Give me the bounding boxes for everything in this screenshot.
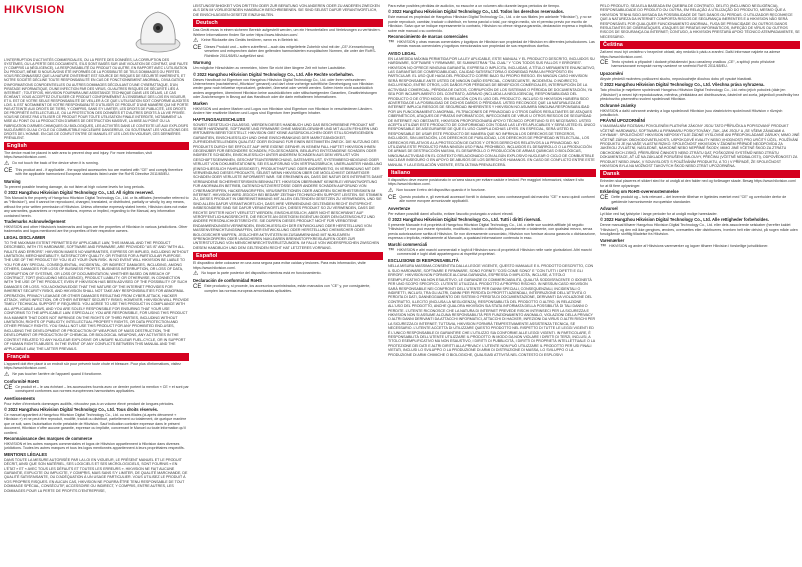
trademark-icon: ™ xyxy=(388,247,394,254)
body-paragraph: Lyt ikke ved høj lydstyrke i lange perioder for at undgå mulige høreskader. xyxy=(600,212,718,216)
language-heading: Français xyxy=(4,353,189,361)
section-subheading: Varemærker xyxy=(600,237,625,243)
body-paragraph: TO THE MAXIMUM EXTENT PERMITTED BY APPLICABLE LAW, THIS MANUAL AND THE PRODUCT DESCRIBED, WITH ITS HARDWARE, SOFTWARE AND FIRMWARE, ARE PROVIDED "AS IS" AND "WITH ALL FAULTS AND ERRORS". HIKVISION MAKES NO WARRANTIES, EXPRESS OR IMPLIED, INCLUDING WITHOUT LIMITATION, MERCHANTABILITY, SATISFACTORY QUALITY, OR FITNESS FOR A PARTICULAR PURPOSE. THE USE OF THE PRODUCT BY YOU IS AT YOUR OWN RISK. IN NO EVENT WILL HIKVISION BE LIABLE TO YOU FOR ANY SPECIAL, CONSEQUENTIAL, INCIDENTAL, OR INDIRECT DAMAGES, INCLUDING, AMONG OTHERS, DAMAGES FOR LOSS OF BUSINESS PROFITS, BUSINESS INTERRUPTION, OR LOSS OF DATA, CORRUPTION OF SYSTEMS, OR LOSS OF DOCUMENTATION, WHETHER BASED ON BREACH OF CONTRACT, TORT (INCLUDING NEGLIGENCE), PRODUCT LIABILITY, OR OTHERWISE, IN CONNECTION WITH THE USE OF THE PRODUCT, EVEN IF HIKVISION HAS BEEN ADVISED OF THE POSSIBILITY OF SUCH DAMAGES OR LOSS. YOU ACKNOWLEDGE THAT THE NATURE OF THE INTERNET PROVIDES FOR INHERENT SECURITY RISKS, AND HIKVISION SHALL NOT TAKE ANY RESPONSIBILITIES FOR ABNORMAL OPERATION, PRIVACY LEAKAGE OR OTHER DAMAGES RESULTING FROM CYBER-ATTACK, HACKER ATTACK, VIRUS INFECTION, OR OTHER INTERNET SECURITY RISKS; HOWEVER, HIKVISION WILL PROVIDE TIMELY TECHNICAL SUPPORT IF REQUIRED. YOU AGREE TO USE THIS PRODUCT IN COMPLIANCE WITH ALL APPLICABLE LAWS, AND YOU ARE SOLELY RESPONSIBLE FOR ENSURING THAT YOUR USE CONFORMS TO THE APPLICABLE LAW. ESPECIALLY, YOU ARE RESPONSIBLE, FOR USING THIS PRODUCT IN A MANNER THAT DOES NOT INFRINGE ON THE RIGHTS OF THIRD PARTIES, INCLUDING WITHOUT LIMITATION, RIGHTS OF PUBLICITY, INTELLECTUAL PROPERTY RIGHTS, OR DATA PROTECTION AND OTHER PRIVACY RIGHTS. YOU SHALL NOT USE THIS PRODUCT FOR ANY PROHIBITED END-USES, INCLUDING THE DEVELOPMENT OR PRODUCTION OF WEAPONS OF MASS DESTRUCTION, THE DEVELOPMENT OR PRODUCTION OF CHEMICAL OR BIOLOGICAL WEAPONS, ANY ACTIVITIES IN THE CONTEXT RELATED TO ANY NUCLEAR EXPLOSIVE OR UNSAFE NUCLEAR FUEL-CYCLE, OR IN SUPPORT OF HUMAN RIGHTS ABUSES. IN THE EVENT OF ANY CONFLICTS BETWEEN THIS MANUAL AND THE APPLICABLE LAW, THE LATTER PREVAILS. xyxy=(4,240,189,351)
section-subheading: Advarsel xyxy=(600,206,618,211)
warning-icon: ⚠ xyxy=(388,187,394,194)
body-paragraph: Denne manual tilhører Hangzhou Hikvision Digital Technology Co., Ltd. eller dets associerede selskaber (herefter kaldet "Hikvision"), og den må ikke gengives, ændres, oversættes eller distribueres, hverken helt eller delvist, på nogen måde uden forudgående skriftlig tilladelse fra Hikvision. xyxy=(600,223,798,237)
icon-note-text: This product and - if applicable - the supplied accessories too are marked with "CE" and comply therefore with the applicable harmonized European standards listed under the RoHS Directive 2011/65/EU. xyxy=(15,167,183,177)
body-paragraph: Pour éviter d'éventuels dommages auditifs, n'écoutez pas à un volume élevé pendant de longues périodes. xyxy=(4,401,175,406)
language-heading: English xyxy=(4,142,189,150)
language-heading: Deutsch xyxy=(193,19,383,27)
section-subheading: HAFTUNGSAUSSCHLUSS xyxy=(193,116,246,122)
column-2-content xyxy=(193,4,383,294)
body-paragraph: LEISTUNGSFÄHIGKEIT VON DRITTEN ODER ZUR BERATUNG VON ANDEREN ODER ZU ANDEREN ZWECKEN ALS DEN IM VORLIEGENDEN HANDBUCH BESCHRIEBENEN. SIE SIND SELBST DAFÜR VERANTWORTLICH, DIE EINSCHLÄGIGEN GESETZE EINZUHALTEN. xyxy=(193,4,380,17)
ce-mark-icon: CE xyxy=(600,60,609,67)
warning-icon: ⚠ xyxy=(193,38,199,45)
icon-note xyxy=(193,45,383,59)
column-4 xyxy=(600,4,800,563)
language-heading: Dansk xyxy=(600,170,800,178)
body-paragraph: This Manual is the property of Hangzhou Hikvision Digital Technology Co., Ltd. or its affiliates (hereinafter referred to as "Hikvision"), and it cannot be reproduced, changed, translated, or distributed, partially or wholly, by any means, without the prior written permission of Hikvision. Unless otherwise expressly stated herein, Hikvision does not make any warranties, guarantees or representations, express or implied, regarding to the Manual, any information contained herein. xyxy=(4,195,189,218)
section-subheading: MENTIONS LÉGALES xyxy=(4,451,48,457)
ce-mark-icon: CE xyxy=(388,194,397,201)
icon-note xyxy=(388,188,596,194)
section-subheading: © 2022 Hangzhou Hikvision Digital Technology Co., Ltd. Todos los derechos reservados. xyxy=(388,9,565,15)
language-heading: Italiano xyxy=(388,169,596,177)
section-subheading: © 2022 Hangzhou Hikvision Digital Technology Co., Ltd. Alle rettigheder forbeholdes. xyxy=(600,217,769,223)
icon-note xyxy=(193,284,383,294)
icon-note-text: Ne pas toucher l'arrière de l'appareil quand il fonctionne. xyxy=(12,371,103,376)
body-paragraph: To prevent possible hearing damage, do not listen at high volume levels for long periods. xyxy=(4,184,145,189)
icon-note xyxy=(4,161,189,167)
section-subheading: Ochranné známky xyxy=(600,102,637,108)
ce-mark-icon: CE xyxy=(4,384,13,391)
column-1-content xyxy=(4,58,189,493)
device-image xyxy=(127,4,189,56)
icon-note-text: HIKVISION e altri marchi commerciali e loghi di Hikvision sono di proprietà di Hikvision nelle varie giurisdizioni. Altri marchi commerciali e loghi citati appartengono ai rispettivi proprietari. xyxy=(397,247,592,257)
body-paragraph: Per evitare possibili danni all'udito, evitare l'ascolto prolungato a volumi elevati. xyxy=(388,211,514,216)
body-paragraph: Zařízení musí být umístěno v bezpečné oblasti, aby nedošlo k pádu a zranění. Další informace najdete na adrese https://www.hikvision.com/. xyxy=(600,50,781,59)
icon-note-text: Questo prodotto e, gli eventuali accessori forniti in dotazione, sono contrassegnati dal marchio "CE" e sono quindi conformi alle norme europee armonizzate applicabili. xyxy=(399,194,595,204)
body-paragraph: The device must be placed in safe area to prevent drop and injury. For more information, visit https://www.hikvision.com/. xyxy=(4,150,152,160)
section-subheading: AVISO LEGAL xyxy=(388,50,417,56)
icon-note xyxy=(388,248,596,258)
icon-note-text: HIKVISION y otras marcas comerciales y logotipos de Hikvision son propiedad de Hikvision en diferentes jurisdicciones. Las demás marcas comerciales y logotipos mencionados son propiedad de sus respectivos dueños. xyxy=(397,40,595,49)
icon-note xyxy=(4,385,189,395)
section-subheading: Marchi commerciali xyxy=(388,241,428,247)
section-subheading: ESCLUSIONE DI RESPONSABILITÀ xyxy=(388,258,459,264)
body-paragraph: L'appareil doit être placé à un endroit sûr pour prévenir toute chute et blessure. Pour plus d'informations, visitez https://www.hikvision.com/. xyxy=(4,361,181,371)
icon-note xyxy=(4,168,189,178)
section-subheading: © 2022 Hangzhou Hikvision Digital Technology Co., Ltd. Všechna práva vyhrazena. xyxy=(600,82,765,88)
icon-note xyxy=(600,60,800,70)
body-paragraph: Il presente Manuale è di proprietà di Hangzhou Hikvision Digital Technology Co., Ltd. o delle sue società affiliate (di seguito "Hikvision") e non può essere riprodotto, modificato, tradotto o distribuito, parzialmente o totalmente, con qualsiasi mezzo, senza previa autorizzazione scritta di Hikvision. Se non diversamente concordato, Hikvision non fornisce alcuna garanzia o dichiarazione, espressa o implicita, relativamente al Manuale, a qualsiasi informazione contenuta in esso. xyxy=(388,223,596,241)
section-subheading: Marken xyxy=(193,100,208,106)
section-subheading: Reconnaissance des marques de commerce xyxy=(4,435,93,441)
language-heading: Čeština xyxy=(600,41,800,49)
section-subheading: Erklæring om RoHS-overensstemmelse xyxy=(600,189,679,195)
warning-icon: ⚠ xyxy=(4,160,10,167)
body-paragraph: HIKVISION et les autres marques commerciales et logos de Hikvision appartiennent à Hikvision dans diverses juridictions. Toutes les autres marques et tous les logos mentionnés appartiennent à leurs propriétaires respectifs. xyxy=(4,441,185,451)
icon-note-text: No toque la parte posterior del dispositivo mientras está en funcionamiento. xyxy=(201,271,322,276)
body-paragraph: HIKVISION and other Hikvision's trademarks and logos are the properties of Hikvision in various jurisdictions. Other trademarks and logos mentioned are the properties of their respective owners. xyxy=(4,224,188,234)
ce-mark-icon: CE xyxy=(4,167,13,174)
body-paragraph: Para evitar posibles pérdidas de audición, no escuche a un volumen alto durante largos periodos de tiempo. xyxy=(388,4,561,8)
section-subheading: LEGAL DISCLAIMER xyxy=(4,234,46,240)
icon-note-text: Este producto y, si procede, los accesorios suministrados, están marcados con "CE" y, por consiguiente, cumplen las normas europeas armonizadas aplicables. xyxy=(204,284,371,293)
column-2 xyxy=(193,4,383,563)
body-paragraph: Enheden skal placeres et sikkert sted for at undgå at den falder ned og forårsager skade. Besøg https://www.hikvision.com/ for at få flere oplysninger. xyxy=(600,179,796,188)
column-4-content xyxy=(600,4,800,250)
section-subheading: Upozornění xyxy=(600,70,624,76)
ce-mark-icon: CE xyxy=(193,45,202,52)
icon-note xyxy=(4,372,189,378)
warning-icon: ⚠ xyxy=(4,371,10,378)
icon-note-text: Dieses Produkt und – sofern zutreffend – auch das mitgelieferte Zubehör sind mit der „CE“-Kennzeichnung versehen und entsprechen daher den geltenden harmonisierten europäischen Normen, die unter der RoHS-Richtlinie 2011/65/EU aufgeführt sind. xyxy=(204,45,376,58)
icon-note-text: HIKVISION og andre af Hikvisions varemærker og logoer tilhører Hikvision i forskellige jurisdiktioner. xyxy=(609,243,769,248)
section-subheading: © 2022 Hangzhou Hikvision Digital Technology Co., Ltd. Alle Rechte vorbehalten. xyxy=(193,71,354,77)
column-3-content xyxy=(388,4,596,357)
hikvision-logo: HIKVISION xyxy=(4,4,65,16)
icon-note xyxy=(193,38,383,44)
language-heading: Español xyxy=(193,252,383,260)
section-subheading: © 2022 Hangzhou Hikvision Digital Technology Co., Ltd. Tous droits réservés. xyxy=(4,406,159,412)
body-paragraph: Este manual es propiedad de Hangzhou Hikvision Digital Technology Co., Ltd. o de sus filiales (en adelante "Hikvision"), y no se puede reproducir, cambiar, traducir o distribuir, en forma parcial o total, por ningún medio, sin el permiso previo por escrito de Hikvision. Salvo que se indique expresamente lo contrario, Hikvision no ofrece ninguna garantía, declaración expresa o implícita, sobre este manual o su contenido. xyxy=(388,15,593,33)
icon-note-text: Tento výrobek a případně i dodané příslušenství jsou označeny značkou „CE“, a splňují proto příslušné harmonizované evropské normy uvedené ve směrnici RoHS 2011/65/EU. xyxy=(611,60,775,69)
ce-mark-icon: CE xyxy=(600,195,609,202)
body-paragraph: HIKVISION und andere Marken und Logos von Hikvision sind Eigentum von Hikvision in verschiedenen Ländern. Andere hier erwähnte Marken und Logos sind Eigentum ihrer jeweiligen Inhaber. xyxy=(193,106,373,116)
icon-note-text: Do not touch the back of the device when it is running. xyxy=(12,160,99,165)
icon-note-text: Keine Rückseite des Geräts berühren, wenn es in Betrieb ist. xyxy=(201,38,299,43)
body-paragraph: Das Gerät muss in einem sicheren Bereich aufgestellt werden, um ein Herunterfallen und Verletzungen zu verhindern. Weitere Informationen finden Sie unter https://www.hikvision.com/. xyxy=(193,28,381,37)
body-paragraph: Tato příručka je majetkem společnosti Hangzhou Hikvision Digital Technology Co., Ltd. nebo jejích poboček (dále jen „Hikvision“) a nesmí být reprodukována, měněna, překládána ani distribuována, částečně ani zcela, jakýmikoli prostředky bez předchozího písemného svolení společnosti Hikvision. xyxy=(600,88,800,102)
icon-note-text: Non toccare il retro del dispositivo quando è in funzione. xyxy=(396,187,486,192)
icon-note xyxy=(388,40,596,50)
continued-paragraph: L'INTERRUPTION D'ACTIVITÉS COMMERCIALES, OU LA PERTE DES DONNÉES, LA CORRUPTION DES SYSTÈMES, OU LA PERTE DES DOCUMENTS, S'ILS SONT BASÉS SUR UNE VIOLATION DE CONTRAT, UNE FAUTE (Y COMPRIS LA NÉGLIGENCE), LA RESPONSABILITÉ DU PRODUIT OU AUTRE, EN RAPPORT AVEC L'UTILISATION DU PRODUIT, MÊME SI NOUS AVONS ÉTÉ INFORMÉS DE LA POSSIBILITÉ DE TELS DOMMAGES OU PERTES. VOUS RECONNAISSEZ QUE LA NATURE D'INTERNET EST SOURCE DE RISQUES DE SÉCURITÉ INHÉRENTS, ET NOTRE SOCIÉTÉ DÉCLINE TOUTE RESPONSABILITÉ EN CAS DE FONCTIONNEMENT ANORMAL, DIVULGATION D'INFORMATIONS CONFIDENTIELLES OU AUTRES DOMMAGES DÉCOULANT D'UNE CYBERATTAQUE, D'UN PIRATAGE INFORMATIQUE, D'UNE INFECTION PAR DES VIRUS, OU AUTRES RISQUES DE SÉCURITÉ LIÉS À INTERNET ; TOUTEFOIS, HIKVISION FOURNIRA UNE ASSISTANCE TECHNIQUE DANS LES DÉLAIS, LE CAS ÉCHÉANT. VOUS ACCEPTEZ D'UTILISER CE PRODUIT CONFORMÉMENT À L'ENSEMBLE DES LOIS EN VIGUEUR, ET IL EST DE VOTRE SEULE RESPONSABILITÉ DE VEILLER À CE QUE L'UTILISATION SOIT CONFORME AUXDITES LOIS. IL EST NOTAMMENT DE VOTRE RESPONSABILITÉ D'UTILISER CE PRODUIT D'UNE MANIÈRE QUI NE PORTE PAS ATTEINTE AUX DROITS DE TIERS, Y COMPRIS, SANS S'Y LIMITER, LES DROITS DE PUBLICITÉ, LES DROITS DE PROPRIÉTÉ INTELLECTUELLE, OU LA PROTECTION DES DONNÉES ET D'AUTRES DROITS À LA VIE PRIVÉE. VOUS NE DEVEZ PAS UTILISER CE PRODUIT POUR TOUTE UTILISATION FINALE INTERDITE, NOTAMMENT LA MISE AU POINT OU LA PRODUCTION D'ARMES DE DESTRUCTION MASSIVE, LA MISE AU POINT OU LA FABRICATION D'ARMES CHIMIQUES OU BIOLOGIQUES, LES ACTIVITÉS DANS LE CONTEXTE LIÉ AUX EXPLOSIFS NUCLÉAIRES OU AU CYCLE DU COMBUSTIBLE NUCLÉAIRE DANGEREUX, OU SOUTENANT LES VIOLATIONS DES DROITS DE L'HOMME. EN CAS DE CONFLIT ENTRE CE MANUEL ET LES LOIS EN VIGUEUR, CES DERNIÈRES PRÉVALENT. xyxy=(4,58,189,140)
icon-note xyxy=(388,195,596,205)
header-row xyxy=(4,4,189,58)
section-subheading: © 2022 Hangzhou Hikvision Digital Technology Co., Ltd. All rights reserved. xyxy=(4,189,154,195)
section-subheading: © 2022 Hangzhou Hikvision Digital Technology Co., Ltd. Tutti i diritti riservati. xyxy=(388,217,542,223)
column-3 xyxy=(388,4,596,563)
column-1 xyxy=(4,4,189,563)
warning-icon: ⚠ xyxy=(193,271,199,278)
section-subheading: Declaración de conformidad RoHS xyxy=(193,278,262,284)
body-paragraph: SOWEIT GESETZLICH ZULÄSSIG, WERDEN DIESES HANDBUCH UND DAS BESCHRIEBENE PRODUKT MIT SEINER HARDWARE, SOFTWARE UND FIRMWARE OHNE MÄNGELGEWÄHR UND MIT ALLEN FEHLERN UND IRRTÜMERN BEREITGESTELLT. HIKVISION GIBT KEINE AUSDRÜCKLICHEN ODER STILLSCHWEIGENDEN GARANTIEN, EINSCHLIESSLICH UND OHNE EINSCHRÄNKUNG DER MARKTGÄNGIGKEIT, ZUFRIEDENSTELLENDEN QUALITÄT ODER EIGNUNG FÜR EINEN BESTIMMTEN ZWECK. DIE NUTZUNG DES PRODUKTS DURCH SIE ERFOLGT AUF IHRE EIGENE GEFAHR. IN KEINEM FALL HAFTET HIKVISION IHNEN GEGENÜBER FÜR BESONDERE SCHÄDEN, FOLGESCHÄDEN, BEILÄUFIG ENTSTANDENE SCHÄDEN ODER INDIREKTE SCHÄDEN, EINSCHLIESSLICH UNTER ANDEREM SCHÄDEN AUS DEM VERLUST VON GESCHÄFTSGEWINNEN, GESCHÄFTSUNTERBRECHUNG, DATENVERLUST, SYSTEMBESCHÄDIGUNG ODER VERLUST VON DOKUMENTATIONEN, SEI ES AUFGRUND VON VERTRAGSBRUCH, UNERLAUBTER HANDLUNG (EINSCHLIESSLICH FAHRLÄSSIGKEIT), PRODUKTHAFTUNG ODER ANDERWEITIG, IN VERBINDUNG MIT DER VERWENDUNG DIESES PRODUKTS, SELBST WENN HIKVISION ÜBER DIE MÖGLICHKEIT DERARTIGER SCHÄDEN ODER VERLUSTE INFORMIERT WAR. SIE ERKENNEN AN, DASS DIE NATUR DES INTERNETS DAMIT VERBUNDENE SICHERHEITSRISIKEN BEINHALTET. HIKVISION ÜBERNIMMT KEINERLEI VERANTWORTUNG FÜR ANORMALEN BETRIEB, DATENSCHUTZVERSTÖSSE ODER ANDERE SCHÄDEN AUFGRUND VON CYBERANGRIFFEN, HACKERANGRIFFEN, VIRUSINFEKTIONEN ODER ANDEREN SICHERHEITSRISIKEN IM INTERNET. HIKVISION WIRD JEDOCH BEI BEDARF ZEITNAH TECHNISCHEN SUPPORT LEISTEN. SIE STIMMEN ZU, DIESES PRODUKT IN ÜBEREINSTIMMUNG MIT ALLEN GELTENDEN GESETZEN ZU VERWENDEN, UND SIE SIND ALLEIN DAFÜR VERANTWORTLICH, DASS IHRE VERWENDUNG GELTENDEM RECHT ENTSPRICHT. INSBESONDERE SIND SIE DAFÜR VERANTWORTLICH, DIESES PRODUKT SO ZU VERWENDEN, DASS DIE RECHTE DRITTER NICHT VERLETZT WERDEN, EINSCHLIESSLICH, ABER NICHT BESCHRÄNKT AUF VERÖFFENTLICHUNGSRECHTE, DIE RECHTE AN GEISTIGEM EIGENTUM ODER DEN DATENSCHUTZ UND ANDERE PERSÖNLICHKEITSRECHTE. SIE DÜRFEN DIESES PRODUKT NICHT FÜR VERBOTENE ENDANWENDUNGEN VERWENDEN, EINSCHLIESSLICH DER ENTWICKLUNG ODER HERSTELLUNG VON MASSENVERNICHTUNGSWAFFEN, DER ENTWICKLUNG ODER HERSTELLUNG CHEMISCHER ODER BIOLOGISCHER WAFFEN, JEGLICHER AKTIVITÄTEN IM ZUSAMMENHANG MIT NUKLEAREN SPRENGKÖRPERN ODER UNSICHEREN NUKLEAREN BRENNSTOFFKREISLÄUFEN ODER ZUR UNTERSTÜTZUNG VON MENSCHENRECHTSVERLETZUNGEN. IM FALLE VON WIDERSPRÜCHEN ZWISCHEN DIESEM HANDBUCH UND DEM GELTENDEN RECHT HAT LETZTERES VORRANG. xyxy=(193,122,383,250)
ce-mark-icon: CE xyxy=(193,284,202,291)
section-subheading: PRÁVNÍ UPOZORNĚNÍ xyxy=(600,118,645,124)
section-subheading: Avertissements xyxy=(4,395,36,401)
icon-note xyxy=(193,271,383,277)
body-paragraph: DANS TOUTE LA MESURE AUTORISÉE PAR LA LOI EN VIGUEUR, LE PRÉSENT MANUEL ET LE PRODUIT DÉCRIT, AINSI QUE SON MATÉRIEL, SES LOGICIELS ET SES MICROLOGICIELS, SONT FOURNIS « EN L'ÉTAT » ET « AVEC TOUS LES DÉFAUTS ET TOUTES LES ERREURS ». HIKVISION NE FAIT AUCUNE GARANTIE, EXPLICITE OU IMPLICITE, Y COMPRIS, MAIS SANS S'Y LIMITER, DE QUALITÉ MARCHANDE, DE QUALITÉ SATISFAISANTE, OU D'ADÉQUATION À UN USAGE PARTICULIER. VOUS UTILISEZ LE PRODUIT À VOS PROPRES RISQUES. EN AUCUN CAS, HIKVISION NE POURRA ÊTRE TENU RESPONSABLE DE TOUT DOMMAGE SPÉCIAL, CONSÉCUTIF, ACCESSOIRE OU INDIRECT, Y COMPRIS, ENTRE AUTRES, LES DOMMAGES POUR LA PERTE DE PROFITS D'ENTREPRISE, xyxy=(4,457,188,493)
body-paragraph: Um mögliche Hörschäden zu vermeiden, hören Sie nicht über längere Zeit mit hoher Lautstärke. xyxy=(193,66,346,71)
body-paragraph: Il dispositivo deve essere posizionato in un'area sicura per evitare cadute e lesioni. Per maggiori informazioni, visitare il sito https://www.hikvision.com/. xyxy=(388,178,584,187)
body-paragraph: V MAXIMÁLNÍM ROZSAHU POVOLENÉM PLATNÝMI ZÁKONY JSOU TATO PŘÍRUČKA A POPISOVANÝ PRODUKT VČETNĚ HARDWARU, SOFTWARU A FIRMWARU POSKYTOVÁNY „TAK, JAK JSOU“ A „SE VŠEMI ZÁVADAMI A CHYBAMI“. SPOLEČNOST HIKVISION NEPOSKYTUJE ŽÁDNÉ VÝSLOVNÉ ANI PŘEDPOKLÁDANÉ ZÁRUKY, MIMO JINÉ VČETNĚ ZÁRUK OBCHODOVATELNOSTI, USPOKOJIVÉ KVALITY NEBO VHODNOSTI PRO URČITÝ ÚČEL. POUŽÍVÁNÍ PRODUKTU JE NA VAŠE VLASTNÍ RIZIKO. SPOLEČNOST HIKVISION V ŽÁDNÉM PŘÍPADĚ NEODPOVÍDÁ ZA JAKÉKOLI ZVLÁŠTNÍ, NÁSLEDNÉ, NÁHODNÉ NEBO NEPŘÍMÉ ŠKODY, MIMO JINÉ VČETNĚ ŠKOD ZA ZTRÁTU OBCHODNÍCH ZISKŮ, PŘERUŠENÍ ČINNOSTI NEBO ZTRÁTU DAT, POŠKOZENÍ SYSTÉMŮ NEBO ZTRÁTU DOKUMENTACE, AŤ UŽ NA ZÁKLADĚ PORUŠENÍ SMLOUVY, PŘEČINU (VČETNĚ NEDBALOSTI), ODPOVĚDNOSTI ZA PRODUKT NEBO JINAK, V SOUVISLOSTI S POUŽÍVÁNÍM PRODUKTU, A TO I V PŘÍPADĚ, ŽE SPOLEČNOST HIKVISION BYLA NA MOŽNOST TAKOVÝCH ŠKOD NEBO ZTRÁT UPOZORNĚNA. xyxy=(600,124,800,168)
section-subheading: Warnung xyxy=(193,60,211,66)
section-subheading: Warning xyxy=(4,178,21,184)
icon-note xyxy=(600,244,800,250)
section-subheading: Trademarks Acknowledgement xyxy=(4,218,66,224)
body-paragraph: HIKVISION a další ochranné známky a loga společnosti Hikvision jsou vlastnictvím společnosti Hikvision v různých jurisdikcích. xyxy=(600,108,783,117)
icon-note xyxy=(600,195,800,205)
icon-note-text: Ce produit et – le cas échéant – les accessoires fournis avec ce dernier portent la mention « CE » et sont par conséquent conformes aux normes européennes harmonisées applicables. xyxy=(15,384,189,394)
icon-note-text: Dette produkt og – hvis relevant – det leverede tilbehør er ligeledes mærket med "CE" og overholder derfor de gældende harmoniserede europæiske standarder. xyxy=(611,195,787,204)
section-subheading: Avvertenze xyxy=(388,205,411,211)
body-paragraph: Ce manuel appartient à Hangzhou Hikvision Digital Technology Co., Ltd. ou ses filiales (ci-après dénommé « Hikvision ») et ne peut être reproduit, modifié, traduit ou distribué, partiellement ou totalement, de quelque manière que ce soit, sans l'autorisation écrite préalable de Hikvision. Sauf indication contraire expresse dans le présent document, Hikvision n'offre aucune garantie, expresse ou implicite, concernant le Manuel ou toute information qu'il contient. xyxy=(4,412,187,435)
trademark-icon: ™ xyxy=(388,40,394,47)
body-paragraph: Abyste předešli možnému poškození sluchu, neposlouchejte dlouhou dobu při vysoké hlasitosti. xyxy=(600,76,753,81)
body-paragraph: El dispositivo debe colocarse en una zona segura para evitar caídas y lesiones. Para más información, visite https://www.hikvision.com/. xyxy=(193,261,366,270)
body-paragraph: EN LA MEDIDA MÁXIMA PERMITIDA POR LA LEY APLICABLE, ESTE MANUAL Y EL PRODUCTO DESCRITO, INCLUIDOS SU HARDWARE, SOFTWARE Y FIRMWARE, SE SUMINISTRAN "TAL CUAL" Y "CON TODOS SUS FALLOS Y ERRORES". HIKVISION NO OFRECE NINGUNA GARANTÍA, EXPRESA O IMPLÍCITA, INCLUIDAS, A TÍTULO MERAMENTE ENUNCIATIVO, LAS GARANTÍAS DE COMERCIABILIDAD, CALIDAD SATISFACTORIA O IDONEIDAD PARA UN PROPÓSITO EN PARTICULAR. EL USO QUE HAGA DEL PRODUCTO CORRE BAJO SU PROPIO RIESGO. EN NINGÚN CASO HIKVISION SERÁ RESPONSABLE ANTE USTED DE NINGÚN DAÑO ESPECIAL, CONSECUENTE, INCIDENTAL O INDIRECTO, INCLUYENDO, ENTRE OTROS, LOS DAÑOS POR PÉRDIDAS DE BENEFICIOS COMERCIALES, INTERRUPCIÓN DE LA ACTIVIDAD COMERCIAL, PÉRDIDA DE DATOS, CORRUPCIÓN DE LOS SISTEMAS O PÉRDIDA DE DOCUMENTACIÓN, YA SEA POR INCUMPLIMIENTO DEL CONTRATO, AGRAVIO (INCLUIDA LA NEGLIGENCIA), RESPONSABILIDAD DEL PRODUCTO O DE OTRO MODO, EN RELACIÓN CON EL USO DEL PRODUCTO, INCLUSO SI HIKVISION HUBIERA SIDO ADVERTIDA DE LA POSIBILIDAD DE DICHOS DAÑOS O PÉRDIDAS. USTED RECONOCE QUE LA NATURALEZA DE INTERNET IMPLICA RIESGOS DE SEGURIDAD INHERENTES Y HIKVISION NO ASUMIRÁ NINGUNA RESPONSABILIDAD POR UN FUNCIONAMIENTO ANORMAL, FILTRACIONES DE PRIVACIDAD U OTROS DAÑOS RESULTANTES DE ATAQUES CIBERNÉTICOS, ATAQUES DE PIRATAS INFORMÁTICOS, INFECCIONES DE VIRUS U OTROS RIESGOS DE SEGURIDAD DE INTERNET; NO OBSTANTE, HIKVISION PROPORCIONARÁ APOYO TÉCNICO OPORTUNO SI ES NECESARIO. USTED ACEPTA UTILIZAR ESTE PRODUCTO DE CONFORMIDAD CON TODAS LAS LEYES APLICABLES Y SERÁ USTED EL ÚNICO RESPONSABLE DE ASEGURARSE DE QUE EL USO CUMPLA DICHAS LEYES. EN ESPECIAL, SERÁ USTED EL RESPONSABLE DE USAR ESTE PRODUCTO DE MANERA QUE NO INFRINJA LOS DERECHOS DE TERCEROS, INCLUIDOS, SIN LIMITACIÓN, LOS DERECHOS DE PUBLICIDAD, LOS DERECHOS DE PROPIEDAD INTELECTUAL, LOS DERECHOS RELATIVOS A LA PROTECCIÓN DE DATOS Y OTROS DERECHOS RELATIVOS A LA PRIVACIDAD. NO UTILIZARÁ ESTE PRODUCTO PARA NINGÚN USO FINAL PROHIBIDO, INCLUIDOS EL DESARROLLO O LA PRODUCCIÓN DE ARMAS DE DESTRUCCIÓN MASIVA, EL DESARROLLO O PRODUCCIÓN DE ARMAS QUÍMICAS O BIOLÓGICAS, NINGUNA ACTIVIDAD EN EL CONTEXTO RELACIONADO CON ALGÚN EXPLOSIVO NUCLEAR O CICLO DE COMBUSTIBLE NUCLEAR INSEGURO O EN APOYO DE ABUSOS DE LOS DERECHOS HUMANOS. EN CASO DE CONFLICTO ENTRE ESTE MANUAL Y LA LEGISLACIÓN VIGENTE, ESTA ÚLTIMA PREVALECERÁ. xyxy=(388,56,596,167)
body-paragraph: Dieses Handbuch ist Eigentum von Hangzhou Hikvision Digital Technology Co., Ltd. oder ihren verbundenen Unternehmen (nachstehend „Hikvision“ genannt) und darf ohne vorherige schriftliche Genehmigung von Hikvision weder ganz noch teilweise reproduziert, geändert, übersetzt oder verteilt werden. Sofern hierin nicht ausdrücklich anders angegeben, übernimmt Hikvision keine ausdrücklichen oder stillschweigenden Garantien, Gewährleistungen oder Zusicherungen in Bezug auf das Handbuch oder die darin enthaltenen Informationen. xyxy=(193,77,377,100)
trademark-icon: ™ xyxy=(600,243,606,250)
section-subheading: Conformité RoHS xyxy=(4,378,39,384)
section-subheading: Reconocimiento de marcas comerciales xyxy=(388,34,468,40)
body-paragraph: NELLA MISURA MASSIMA CONSENTITA DALLA LEGGE VIGENTE, QUESTO MANUALE E IL PRODOTTO DESCRITTO, CON IL SUO HARDWARE, SOFTWARE E FIRMWARE, SONO FORNITI "COSÌ COME SONO" E "CON TUTTI I DIFETTI E GLI ERRORI". HIKVISION NON FORNISCE ALCUNA GARANZIA, ESPRESSA O IMPLICITA, INCLUSE, A TITOLO ESEMPLIFICATIVO MA NON ESAUSTIVO, LE GARANZIE DI COMMERCIABILITÀ, QUALITÀ SODDISFACENTE O IDONEITÀ PER UNO SCOPO SPECIFICO. L'UTENTE UTILIZZA IL PRODOTTO A PROPRIO RISCHIO. IN NESSUN CASO HIKVISION SARÀ RESPONSABILE NEI CONFRONTI DELL'UTENTE PER DANNI SPECIALI, CONSEQUENZIALI, INCIDENTALI O INDIRETTI, INCLUSI, TRA GLI ALTRI, DANNI PER PERDITA DI PROFITTI AZIENDALI, INTERRUZIONE DELL'ATTIVITÀ O PERDITA DI DATI, DANNEGGIAMENTO DEI SISTEMI O PERDITA DI DOCUMENTAZIONE, DERIVANTI DA VIOLAZIONE DEL CONTRATTO, ILLECITO (INCLUSA LA NEGLIGENZA), RESPONSABILITÀ DEL PRODOTTO O ALTRO, IN RELAZIONE ALL'USO DEL PRODOTTO, ANCHE QUALORA HIKVISION SIA STATA INFORMATA DELLA POSSIBILITÀ DI TALI DANNI O PERDITE. L'UTENTE RICONOSCE CHE LA NATURA DI INTERNET PREVEDE RISCHI INTRINSECI PER LA SICUREZZA E HIKVISION NON SI ASSUME ALCUNA RESPONSABILITÀ PER FUNZIONAMENTO ANOMALO, VIOLAZIONI DELLA PRIVACY O ALTRI DANNI DERIVANTI DA ATTACCHI INFORMATICI, ATTACCHI DI HACKER, INFEZIONI DA VIRUS O ALTRI RISCHI PER LA SICUREZZA DI INTERNET; TUTTAVIA, HIKVISION FORNIRÀ TEMPESTIVAMENTE ASSISTENZA TECNICA, SE NECESSARIO. L'UTENTE ACCETTA DI UTILIZZARE QUESTO PRODOTTO NEL RISPETTO DI TUTTE LE LEGGI VIGENTI ED È L'UNICO RESPONSABILE DI GARANTIRE CHE L'UTILIZZO SIA CONFORME ALLE LEGGI VIGENTI. IN PARTICOLARE, È RESPONSABILITÀ DELL'UTENTE UTILIZZARE IL PRODOTTO IN MODO DA NON VIOLARE I DIRITTI DI TERZI, INCLUSI, A TITOLO ESEMPLIFICATIVO MA NON ESAUSTIVO, I DIRITTI DI PUBBLICITÀ, I DIRITTI DI PROPRIETÀ INTELLETTUALE O LA PROTEZIONE DEI DATI E ALTRI DIRITTI ALLA PRIVACY. L'UTENTE NON PUÒ UTILIZZARE IL PRODOTTO PER USI FINALI VIETATI, INCLUSI LO SVILUPPO O LA PRODUZIONE DI ARMI DI DISTRUZIONE DI MASSA, LO SVILUPPO O LA PRODUZIONE DI ARMI CHIMICHE O BIOLOGICHE, QUALSIASI ATTIVITÀ NEL CONTESTO DI ESPLOSIVI xyxy=(388,264,596,357)
body-paragraph: PELO PRODUTO, SEJA ELA BASEADA EM QUEBRA DE CONTRATO, DELITO (INCLUINDO NEGLIGÊNCIA), RESPONSABILIDADE DO PRODUTO OU OUTRA, EM RELAÇÃO À UTILIZAÇÃO DO PRODUTO, MESMO QUE A HIKVISION TENHA SIDO AVISADA DA POSSIBILIDADE DE TAIS DANOS OU PERDAS. O UTILIZADOR RECONHECE QUE A NATUREZA DA INTERNET COMPORTA RISCOS DE SEGURANÇA INERENTES E A HIKVISION NÃO SERÁ RESPONSÁVEL POR QUALQUER FUNCIONAMENTO ANORMAL, FUGA DE PRIVACIDADE OU OUTROS DANOS RESULTANTES DE CIBERATAQUES, ATAQUES DE PIRATAS INFORMÁTICOS, INFEÇÃO DE VÍRUS OU OUTROS RISCOS DE SEGURANÇA DA INTERNET; CONTUDO, A HIKVISION PRESTARÁ APOIO TÉCNICO ATEMPADAMENTE, SE NECESSÁRIO. xyxy=(600,4,800,39)
